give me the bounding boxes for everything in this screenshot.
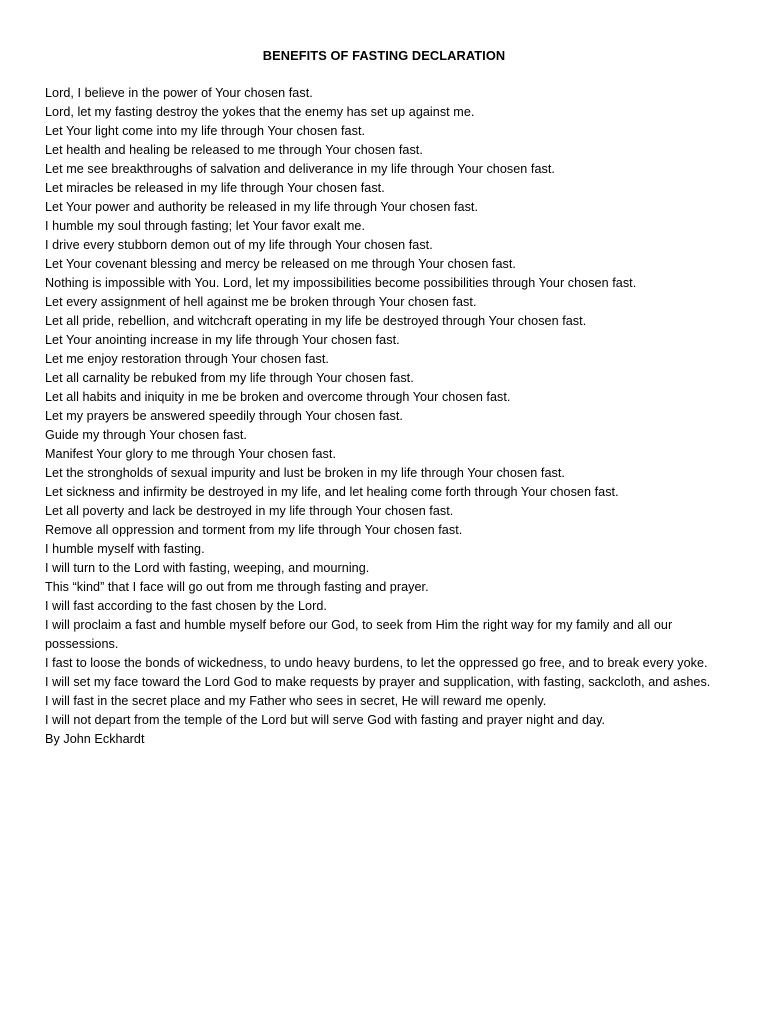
declaration-line: I will set my face toward the Lord God to make requests by prayer and supplication, with fasting, sackcloth, and ashes. xyxy=(45,675,711,689)
declaration-line: Let the strongholds of sexual impurity and lust be broken in my life through Your chosen fast. xyxy=(45,466,565,480)
declaration-line: Let every assignment of hell against me be broken through Your chosen fast. xyxy=(45,295,477,309)
declaration-line: I will proclaim a fast and humble myself before our God, to seek from Him the right way for my family and all our possessions. xyxy=(45,618,673,651)
declaration-line: I will not depart from the temple of the Lord but will serve God with fasting and prayer night and day. xyxy=(45,713,606,727)
declaration-line: Let Your power and authority be released in my life through Your chosen fast. xyxy=(45,200,479,214)
declaration-line: I humble my soul through fasting; let Your favor exalt me. xyxy=(45,219,366,233)
author-attribution: By John Eckhardt xyxy=(45,732,145,746)
declaration-line: Manifest Your glory to me through Your chosen fast. xyxy=(45,447,336,461)
declaration-line: This “kind” that I face will go out from me through fasting and prayer. xyxy=(45,580,429,594)
declaration-line: Remove all oppression and torment from my life through Your chosen fast. xyxy=(45,523,463,537)
declaration-line: Let miracles be released in my life through Your chosen fast. xyxy=(45,181,385,195)
declaration-line: Let all pride, rebellion, and witchcraft operating in my life be destroyed through Your chosen fast. xyxy=(45,314,587,328)
declaration-line: Let Your light come into my life through Your chosen fast. xyxy=(45,124,366,138)
declaration-line: I will fast in the secret place and my Father who sees in secret, He will reward me openly. xyxy=(45,694,547,708)
declaration-line: Let all habits and iniquity in me be broken and overcome through Your chosen fast. xyxy=(45,390,511,404)
declaration-line: Let me enjoy restoration through Your chosen fast. xyxy=(45,352,329,366)
declaration-line: Let Your covenant blessing and mercy be released on me through Your chosen fast. xyxy=(45,257,516,271)
declaration-line: Let my prayers be answered speedily through Your chosen fast. xyxy=(45,409,403,423)
declaration-line: Let all carnality be rebuked from my life through Your chosen fast. xyxy=(45,371,414,385)
declaration-line: Let Your anointing increase in my life through Your chosen fast. xyxy=(45,333,400,347)
declaration-line: Let me see breakthroughs of salvation and deliverance in my life through Your chosen fast. xyxy=(45,162,555,176)
declaration-list xyxy=(45,84,727,749)
declaration-line: Lord, let my fasting destroy the yokes that the enemy has set up against me. xyxy=(45,105,475,119)
declaration-line: I humble myself with fasting. xyxy=(45,542,205,556)
declaration-line: Let health and healing be released to me through Your chosen fast. xyxy=(45,143,423,157)
declaration-line: Guide my through Your chosen fast. xyxy=(45,428,247,442)
declaration-line: Nothing is impossible with You. Lord, let my impossibilities become possibilities through Your chosen fast. xyxy=(45,276,637,290)
declaration-line: I drive every stubborn demon out of my life through Your chosen fast. xyxy=(45,238,433,252)
declaration-line: Let sickness and infirmity be destroyed in my life, and let healing come forth through Your chosen fast. xyxy=(45,485,619,499)
document-title: BENEFITS OF FASTING DECLARATION xyxy=(262,48,506,63)
declaration-line: I will turn to the Lord with fasting, weeping, and mourning. xyxy=(45,561,370,575)
declaration-line: I will fast according to the fast chosen by the Lord. xyxy=(45,599,327,613)
declaration-line: Lord, I believe in the power of Your chosen fast. xyxy=(45,86,313,100)
declaration-line: I fast to loose the bonds of wickedness, to undo heavy burdens, to let the oppressed go free, and to break every yoke. xyxy=(45,656,708,670)
declaration-line: Let all poverty and lack be destroyed in my life through Your chosen fast. xyxy=(45,504,454,518)
